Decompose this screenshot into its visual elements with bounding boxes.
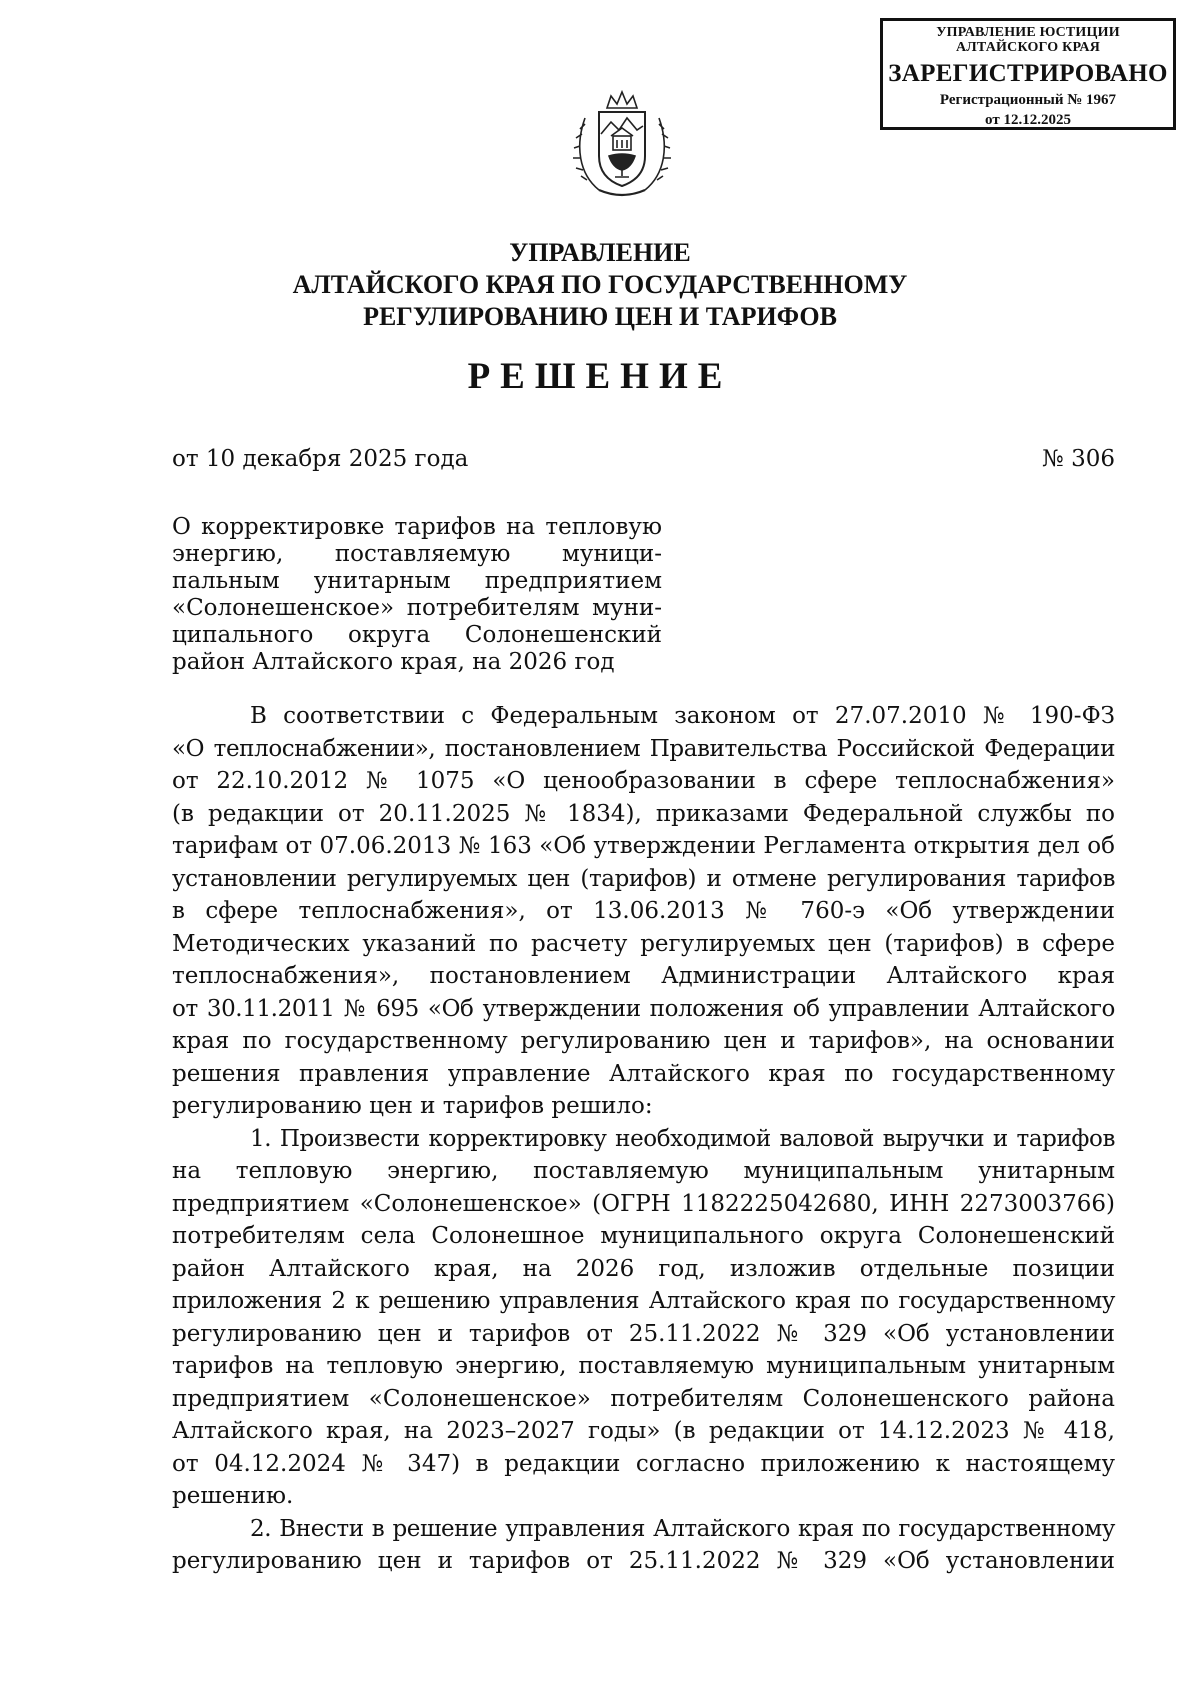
stamp-reg-date: от 12.12.2025 [985, 112, 1071, 128]
subject-line: ципального округа Солонешенский [172, 622, 662, 648]
body-line: теплоснабжения», постановлением Администрации Алтайского края [172, 963, 1115, 989]
body-line: потребителям села Солонешное муниципального округа Солонешенский [172, 1223, 1115, 1249]
body-line: решения правления управление Алтайского края по государственному [172, 1060, 1115, 1087]
body-line: тарифов на тепловую энергию, поставляемую муниципальным унитарным [172, 1353, 1115, 1379]
stamp-status: ЗАРЕГИСТРИРОВАНО [888, 60, 1168, 87]
altai-krai-coat-of-arms-icon [569, 82, 675, 202]
body-line: установлении регулируемых цен (тарифов) и отмене регулирования тарифов [172, 865, 1115, 892]
body-line: В соответствии с Федеральным законом от 27.07.2010 № 190-ФЗ [250, 703, 1115, 729]
body-line: 1. Произвести корректировку необходимой валовой выручки и тарифов [250, 1125, 1115, 1152]
body-line: регулированию цен и тарифов от 25.11.2022 № 329 «Об установлении [172, 1548, 1115, 1574]
body-line: предприятием «Солонешенское» потребителям Солонешенского района [172, 1385, 1115, 1412]
subject-line: «Солонешенское» потребителям муни- [172, 595, 662, 621]
body-line: район Алтайского края, на 2026 год, изложив отдельные позиции [172, 1255, 1115, 1282]
body-line: решению. [172, 1483, 294, 1509]
body-line: приложения 2 к решению управления Алтайского края по государственному [172, 1288, 1115, 1314]
body-line: в сфере теплоснабжения», от 13.06.2013 № 760-э «Об утверждении [172, 898, 1115, 924]
authority-line: РЕГУЛИРОВАНИЮ ЦЕН И ТАРИФОВ [363, 302, 837, 331]
subject-line: О корректировке тарифов на тепловую [172, 514, 662, 540]
document-number: № 306 [1042, 446, 1115, 472]
body-line: тарифам от 07.06.2013 № 163 «Об утверждении Регламента открытия дел об [172, 833, 1115, 859]
body-line: Методических указаний по расчету регулируемых цен (тарифов) в сфере [172, 930, 1115, 957]
stamp-authority-line-1: УПРАВЛЕНИЕ ЮСТИЦИИ [936, 25, 1120, 40]
body-line: края по государственному регулированию цен и тарифов», на основании [172, 1028, 1115, 1054]
authority-line: АЛТАЙСКОГО КРАЯ ПО ГОСУДАРСТВЕННОМУ [292, 270, 908, 299]
subject-line: пальным унитарным предприятием [172, 568, 662, 594]
subject-line: энергию, поставляемую муници- [172, 541, 662, 567]
body-line: на тепловую энергию, поставляемую муниципальным унитарным [172, 1158, 1115, 1184]
body-line: от 04.12.2024 № 347) в редакции согласно приложению к настоящему [172, 1450, 1115, 1477]
body-line: предприятием «Солонешенское» (ОГРН 1182225042680, ИНН 2273003766) [172, 1190, 1115, 1217]
body-line: Алтайского края, на 2023–2027 годы» (в редакции от 14.12.2023 № 418, [172, 1418, 1115, 1444]
authority-line: УПРАВЛЕНИЕ [509, 238, 691, 267]
document-body [172, 700, 1115, 1578]
body-line: от 30.11.2011 № 695 «Об утверждении положения об управлении Алтайского [172, 995, 1115, 1022]
document-subject [172, 514, 662, 676]
body-line: регулированию цен и тарифов решило: [172, 1093, 653, 1119]
body-line: регулированию цен и тарифов от 25.11.2022 № 329 «Об установлении [172, 1320, 1115, 1347]
document-type-title: РЕШЕНИЕ [467, 356, 733, 397]
body-line: (в редакции от 20.11.2025 № 1834), приказами Федеральной службы по [172, 800, 1115, 827]
registration-stamp [880, 18, 1176, 130]
issuing-authority [120, 237, 1080, 333]
body-line: «О теплоснабжении», постановлением Правительства Российской Федерации [172, 735, 1115, 762]
body-line: 2. Внести в решение управления Алтайского края по государственному [250, 1515, 1115, 1542]
subject-line: район Алтайского края, на 2026 год [172, 649, 615, 675]
stamp-reg-number: Регистрационный № 1967 [939, 92, 1117, 108]
stamp-authority-line-2: АЛТАЙСКОГО КРАЯ [955, 40, 1101, 55]
document-date: от 10 декабря 2025 года [172, 446, 469, 472]
body-line: от 22.10.2012 № 1075 «О ценообразовании в сфере теплоснабжения» [172, 768, 1115, 794]
